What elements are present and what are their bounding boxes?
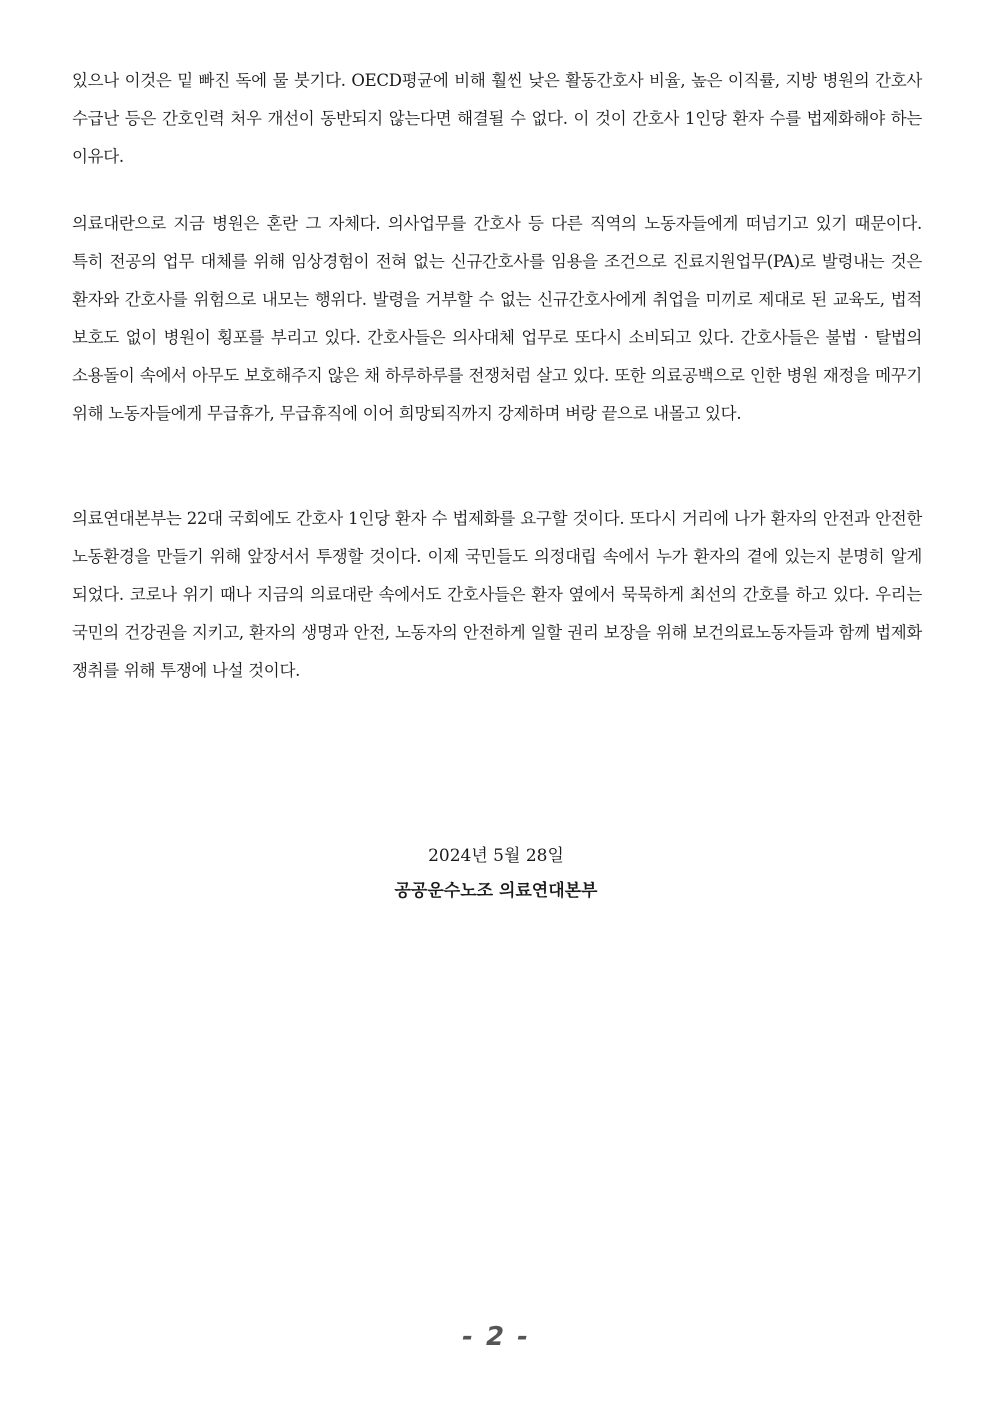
body-paragraph-2: 의료대란으로 지금 병원은 혼란 그 자체다. 의사업무를 간호사 등 다른 직역의 노동자들에게 떠넘기고 있기 때문이다. 특히 전공의 업무 대체를 위해 임상경험이 전혀 없는 신규간호사를 임용을 조건으로 진료지원업무(PA)로 발령내는 것은 환자와 간호사를 위험으로 내모는 행위다. 발령을 거부할 수 없는 신규간호사에게 취업을 미끼로 제대로 된 교육도, 법적 보호도 없이 병원이 횡포를 부리고 있다. 간호사들은 의사대체 업무로 또다시 소비되고 있다. 간호사들은 불법 · 탈법의 소용돌이 속에서 아무도 보호해주지 않은 채 하루하루를 전쟁처럼 살고 있다. 또한 의료공백으로 인한 병원 재정을 메꾸기 위해 노동자들에게 무급휴가, 무급휴직에 이어 희망퇴직까지 강제하며 벼랑 끝으로 내몰고 있다. [72, 214, 922, 423]
signature-organization: 공공운수노조 의료연대본부 [394, 881, 598, 901]
body-paragraph-1: 있으나 이것은 밑 빠진 독에 물 붓기다. OECD평균에 비해 훨씬 낮은 활동간호사 비율, 높은 이직률, 지방 병원의 간호사 수급난 등은 간호인력 처우 개선이 동반되지 않는다면 해결될 수 없다. 이 것이 간호사 1인당 환자 수를 법제화해야 하는 이유다. [72, 71, 922, 166]
body-paragraph-3: 의료연대본부는 22대 국회에도 간호사 1인당 환자 수 법제화를 요구할 것이다. 또다시 거리에 나가 환자의 안전과 안전한 노동환경을 만들기 위해 앞장서서 투쟁할 것이다. 이제 국민들도 의정대립 속에서 누가 환자의 곁에 있는지 분명히 알게 되었다. 코로나 위기 때나 지금의 의료대란 속에서도 간호사들은 환자 옆에서 묵묵하게 최선의 간호를 하고 있다. 우리는 국민의 건강권을 지키고, 환자의 생명과 안전, 노동자의 안전하게 일할 권리 보장을 위해 보건의료노동자들과 함께 법제화 쟁취를 위해 투쟁에 나설 것이다. [72, 509, 922, 680]
signature-date: 2024년 5월 28일 [428, 846, 564, 866]
page-number: - 2 - [462, 1322, 530, 1352]
